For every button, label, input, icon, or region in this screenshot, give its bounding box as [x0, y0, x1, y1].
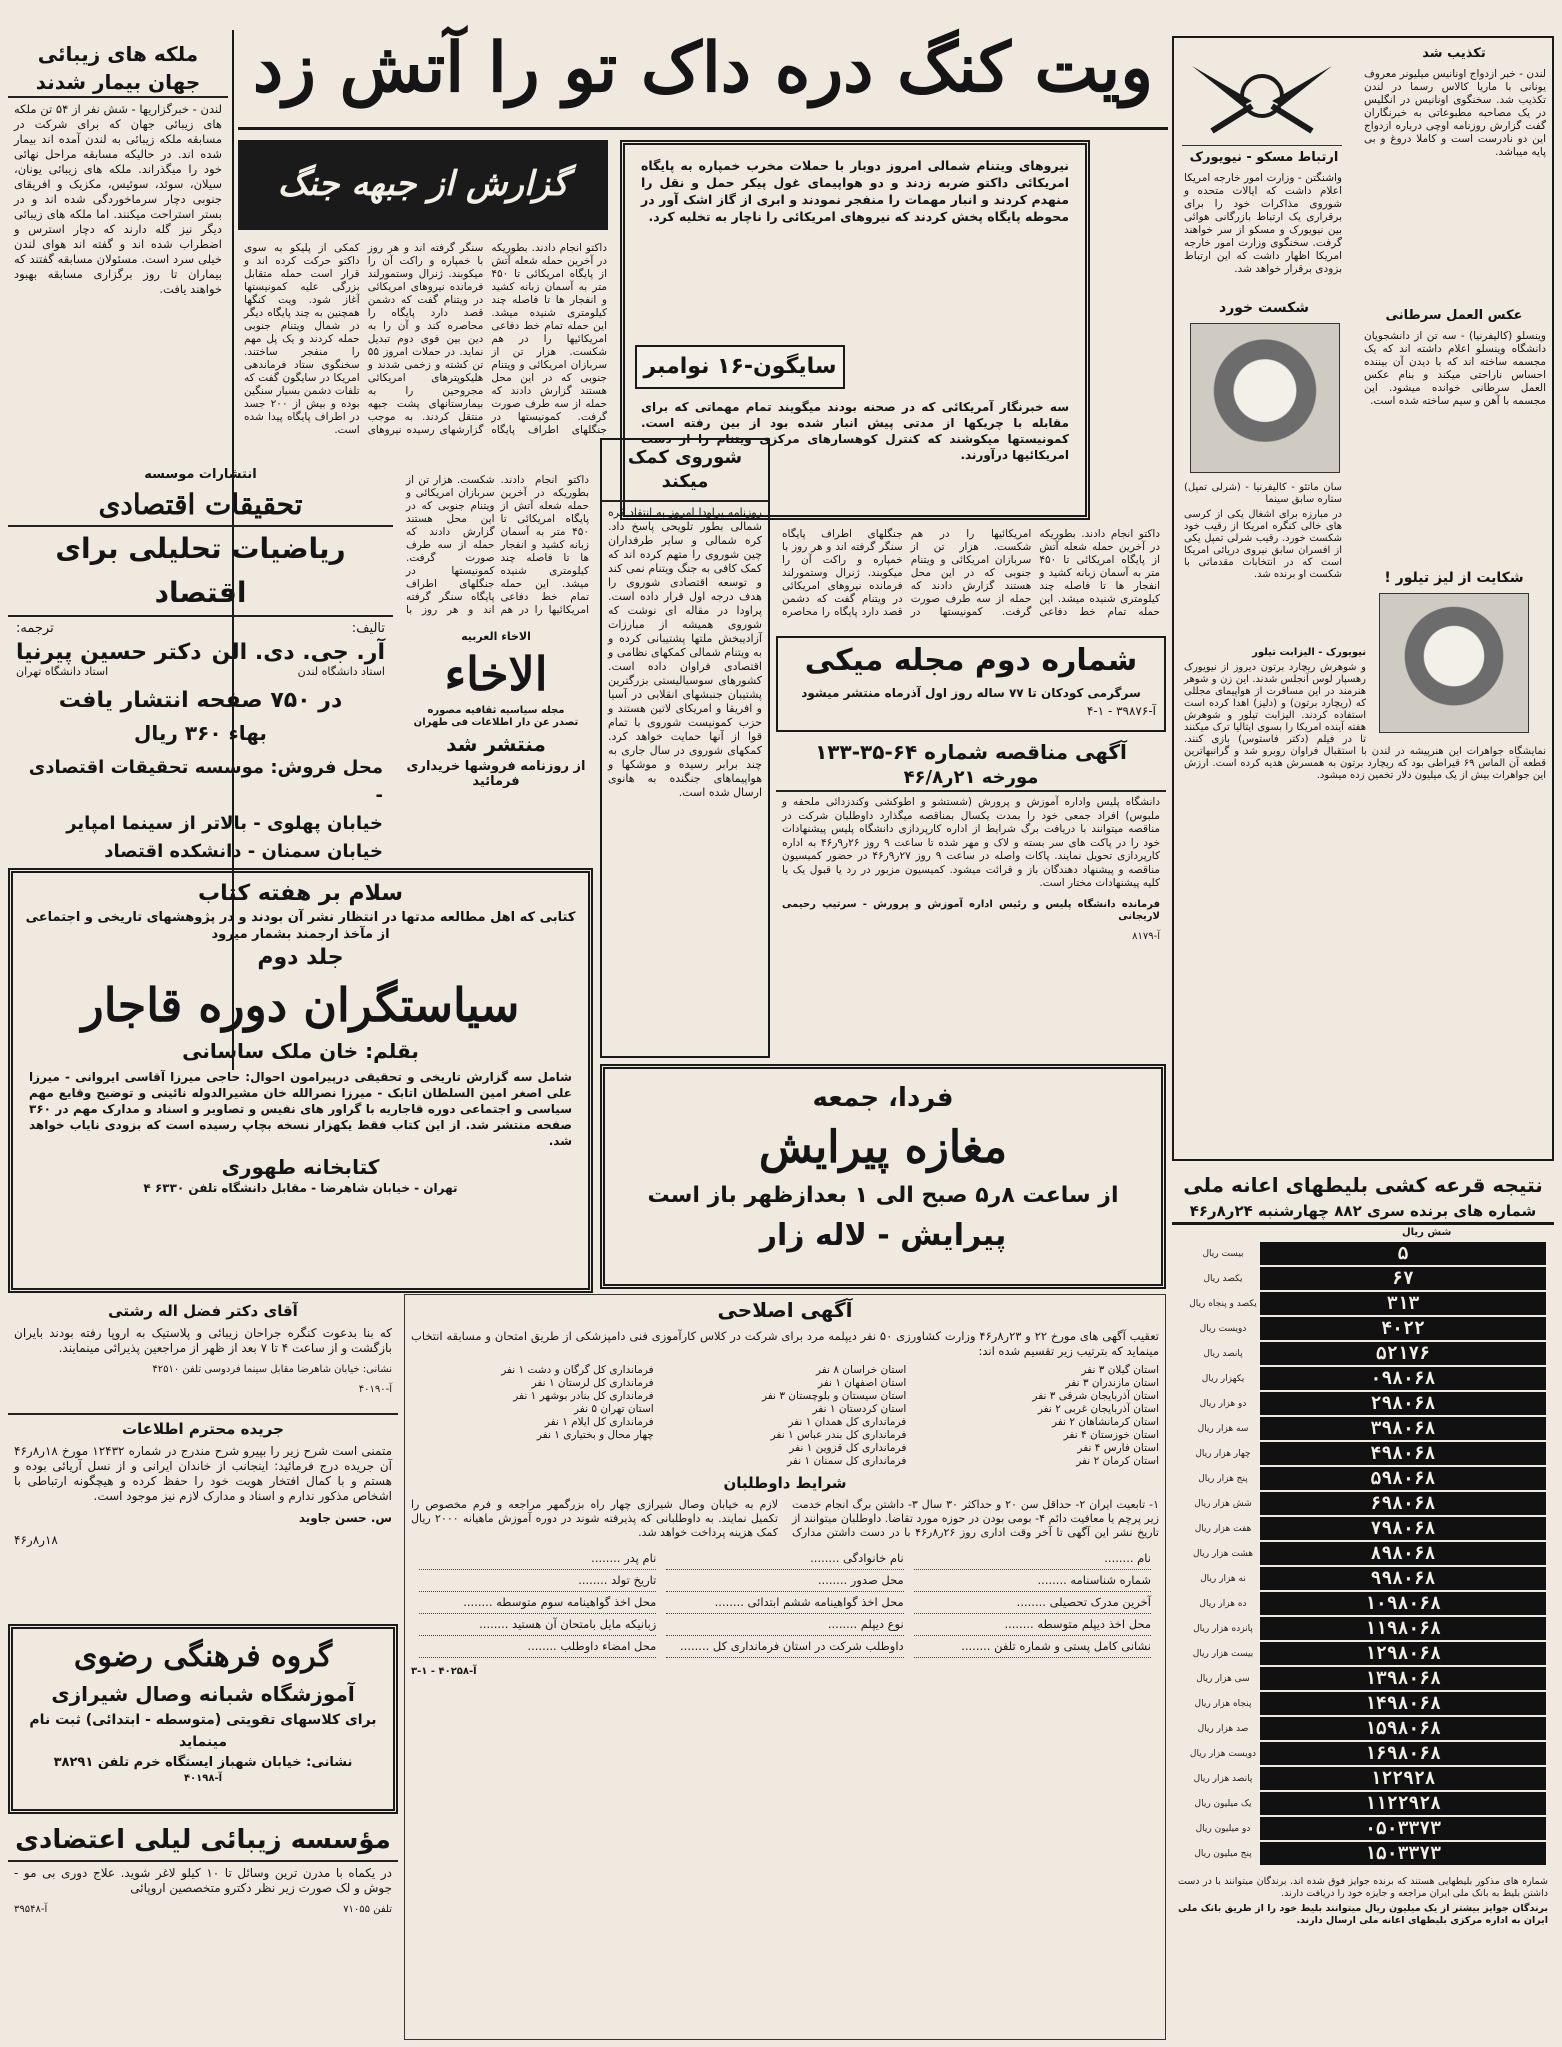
qajar-address: تهران - خیابان شاهرضا - مقابل دانشگاه تلفن ۶۳۳۰ ۴ [143, 1181, 458, 1195]
posting-item: استان تهران ۵ نفر [574, 1403, 654, 1415]
posting-item: فرمانداری کل سمنان ۱ نفر [787, 1455, 907, 1467]
lottery-subtitle: شماره های برنده سری ۸۸۲ چهارشنبه ۲۴ر۸ر۴۶ [1172, 1200, 1554, 1225]
lottery-prize-label: هفت هزار ریال [1194, 1523, 1252, 1534]
razavi-school: آموزشگاه شبانه وصال شیرازی [51, 1682, 355, 1706]
posting-item: فرمانداری کل بندر عباس ۱ نفر [770, 1429, 907, 1441]
lottery-row [1186, 1417, 1546, 1442]
lottery-prize-label: بیست هزار ریال [1192, 1648, 1254, 1659]
lottery-row [1186, 1767, 1546, 1792]
posting-item: استان کرمانشاهان ۲ نفر [1051, 1416, 1159, 1428]
lottery-row [1186, 1817, 1546, 1842]
lottery-number: ۰۹۸۰۶۸ [1260, 1367, 1546, 1390]
lottery-number: ۵۹۸۰۶۸ [1260, 1467, 1546, 1490]
posting-item: فرمانداری کل لرستان ۱ نفر [531, 1377, 654, 1389]
main-headline: ویت کنگ دره داک تو را آتش زد [252, 28, 1154, 108]
tender-body: دانشگاه پلیس واداره آموزش و پرورش (شستشو و اطوکشی وکندزدائی ملحفه و ملبوس) افراد جمعی خود را بمدت یکسال بمناقصه میگذارد داوطلبان شرکت در مناقصه میتوانند با دریافت برگ شرایط از اداره کارپردازی دانشگاه پلیس پیشنهادات خود را در پاکت های سر بسته و لاک و مهر شده تا ساعت ۹ روز ۲۶ر۹ر۴۶ به اداره کارپردازی تحویل نمایند. پاکات واصله در ساعت ۹ روز ۲۷ر۹ر۴۶ در حضور کمیسیون مناقصه و پیشنهاد دهندگان باز و قرائت میشود. کمیسیون مزبور در رد یا قبول یک یا کلیه پیشنهادات مختار است. [782, 796, 1161, 889]
book-sales-1: محل فروش: موسسه تحقیقات اقتصادی - [28, 757, 383, 806]
doctor-address: نشانی: خیابان شاهرضا مقابل سینما فردوسی تلفن ۴۲۵۱۰ [152, 1364, 392, 1375]
lottery-number: ۱۴۹۸۰۶۸ [1260, 1692, 1546, 1715]
lottery-row [1186, 1742, 1546, 1767]
war-report-banner [238, 140, 608, 230]
war-report-body-bottom: داکتو انجام دادند. بطوریکه در آخرین حمله شعله آتش از پایگاه امریکائی تا ۴۵۰ متر به آسمان زبانه کشید و انفجار ها تا فاصله چند کیلومتری شنیده میشد. این حمله تمام خط دفاعی امریکائیها را در هم شکست. هزار تن از سربازان امریکائی و ویتنام جنوبی که در این محل هستند گزارش دادند که حمله از سه طرف صورت گرفت. کمونیستها در جنگلهای اطراف پایگاه سنگر گرفته اند و هر روز با خمپاره و راکت آن را میکوبند. ژنرال وستمورلند فرمانده نیروهای امریکائی در ویتنام گفت که دشمن قصد دارد پایگاه را محاصره [782, 528, 1160, 618]
lottery-row [1186, 1567, 1546, 1592]
book-price: بهاء ۳۶۰ ریال [134, 721, 267, 745]
lottery-prize-label: یکصد و پنجاه ریال [1189, 1298, 1257, 1309]
doctor-title: آقای دکتر فضل اله رشتی [108, 1302, 298, 1320]
lottery-row [1186, 1842, 1546, 1867]
mikey-body: سرگرمی کودکان تا ۷۷ ساله روز اول آذرماه منتشر میشود [801, 686, 1141, 700]
form-field-line: آخرین مدرک تحصیلی ........ [914, 1592, 1151, 1614]
leili-phone: تلفن ۷۱۰۵۵ [343, 1904, 392, 1915]
qajar-book-ad [8, 868, 593, 1293]
qajar-intro: کتابی که اهل مطالعه مدتها در انتظار نشر آن بودند و در پژوهشهای تاریخی و اجتماعی از مآخذ ارجمند بشمار میرود [25, 910, 576, 942]
war-report-banner-text: گزارش از جبهه جنگ [277, 164, 569, 204]
posting-item: فرمانداری کل ایلام ۱ نفر [544, 1416, 654, 1428]
leili-title: مؤسسه زیبائی لیلی اعتضادی [8, 1820, 398, 1862]
posting-item: استان کرمان ۲ نفر [1076, 1455, 1159, 1467]
hotline-title: ارتباط مسکو - نیویورک [1189, 150, 1339, 165]
soviet-help-title: شوروی کمک میکند [602, 440, 768, 502]
lottery-row [1186, 1367, 1546, 1392]
lottery-row [1186, 1667, 1546, 1692]
lottery-number: ۱۵۰۳۳۷۳ [1260, 1842, 1546, 1865]
lottery-prize-label: سی هزار ریال [1196, 1673, 1250, 1684]
lottery-title: نتیجه قرعه کشی بلیطهای اعانه ملی [1183, 1173, 1543, 1197]
lottery-number: ۱۲۹۸۰۶۸ [1260, 1642, 1546, 1665]
qajar-author: بقلم: خان ملک ساسانی [182, 1039, 419, 1063]
lottery-number: ۱۵۹۸۰۶۸ [1260, 1717, 1546, 1740]
war-report-lead: نیروهای ویتنام شمالی امروز دوبار با حملات مخرب خمپاره به پایگاه امریکائی داکتو ضربه زدند و دو هواپیمای غول پیکر حمل و نقل را منهدم کردند و انبار مهمات را منفجر نمودند و ابری از گاز اشک آور در محوطه پایگاه پخش کردند که نیروهای امریکائی را ناچار به تخلیه کرد. [641, 158, 1069, 224]
lottery-notes-text: شماره های مذکور بلیطهایی هستند که برنده جوایز فوق شده اند. برندگان میتوانند با در دست داشتن بلیط به بانک ملی ایران مراجعه و جایزه خود را دریافت دارند. [1178, 1876, 1548, 1899]
hotline-body: واشنگتن - وزارت امور خارجه امریکا اعلام داشت که ایالات متحده و شوروی مذاکرات خود را برای برقراری یک ارتباط بازرگانی هوائی بین نیویورک و مسکو از سر خواهند گرفت. سخنگوی وزارت امور خارجه امریکا اظهار داشت که این ارتباط بزودی برقرار خواهد شد. [1184, 172, 1342, 275]
doctor-notice [8, 1300, 398, 1415]
store-day: فردا، جمعه [812, 1083, 954, 1113]
lottery-number: ۶۹۸۰۶۸ [1260, 1492, 1546, 1515]
razavi-school-ad [8, 1624, 398, 1814]
posting-item: چهار محال و بختیاری ۱ نفر [536, 1429, 654, 1441]
doctor-code: آ-۴۰۱۹۰ [358, 1384, 392, 1395]
store-name: مغازه پیرایش [758, 1122, 1008, 1173]
defeat-title: شکست خورد [1219, 300, 1309, 316]
lottery-prize-label: صد هزار ریال [1197, 1723, 1249, 1734]
book-sales-3: خیابان سمنان - دانشکده اقتصاد [104, 841, 383, 862]
lottery-number: ۷۹۸۰۶۸ [1260, 1517, 1546, 1540]
form-field-line: تاریخ تولد ........ [419, 1570, 656, 1592]
lottery-number: ۱۶۹۸۰۶۸ [1260, 1742, 1546, 1765]
leili-beauty-ad [8, 1820, 398, 2040]
posting-item: استان مازندران ۳ نفر [1065, 1377, 1159, 1389]
posting-item: استان فارس ۴ نفر [1077, 1442, 1159, 1454]
lottery-number: ۵ [1260, 1242, 1546, 1265]
posting-item: استان کردستان ۱ نفر [812, 1403, 907, 1415]
qajar-title: سیاستگران دوره قاجار [81, 978, 520, 1032]
denied-title: تکذیب شد [1422, 46, 1486, 61]
lottery-row [1186, 1517, 1546, 1542]
lottery-row [1186, 1392, 1546, 1417]
war-report-body-top: داکتو انجام دادند. بطوریکه در آخرین حمله شعله آتش از پایگاه امریکائی تا ۴۵۰ متر به آسمان زبانه کشید و انفجار ها تا فاصله چند کیلومتری شنیده میشد. این حمله تمام خط دفاعی امریکائیها را در هم شکست. هزار تن از سربازان امریکائی و ویتنام جنوبی که در این محل هستند گزارش دادند که حمله از سه طرف صورت گرفت. کمونیستها در جنگلهای اطراف پایگاه سنگر گرفته اند و هر روز با خمپاره و راکت آن را میکوبند. ژنرال وستمورلند فرمانده نیروهای امریکائی در ویتنام گفت که دشمن قصد دارد پایگاه را محاصره کند و آن را به دین بین فوی دوم تبدیل نماید. در حملات امروز ۵۵ تن کشته و زخمی شدند و هلیکوپترهای امریکائی مجروحین را به بیمارستانهای پشت جبهه منتقل کردند. به موجب گزارشهای رسیده نیروهای کمکی از پلیکو به سوی داکتو حرکت کرده اند و قرار است حمله متقابل بزرگی علیه کمونیستها آغاز شود. ویت کنگها همچنین به چند پایگاه دیگر در شمال ویتنام جنوبی حمله کردند و یک پل مهم را منفجر ساختند. سخنگوی ستاد فرماندهی امریکا در سایگون گفت که تلفات دشمن بسیار سنگین بوده و بیش از ۲۰۰ جسد در اطراف پایگاه پیدا شده است. [244, 242, 607, 436]
shirley-temple-article [1178, 478, 1348, 638]
lottery-number: ۳۱۳ [1260, 1292, 1546, 1315]
book-pages: در ۷۵۰ صفحه انتشار یافت [58, 688, 343, 713]
lottery-number: ۰۵۰۳۳۷۳ [1260, 1817, 1546, 1840]
razavi-address: نشانی: خیابان شهباز ایستگاه خرم تلفن ۳۸۲۹۱ [53, 1755, 353, 1770]
lottery-number: ۸۹۸۰۶۸ [1260, 1542, 1546, 1565]
war-report-dateline: سایگون-۱۶ نوامبر [643, 354, 837, 379]
lottery-prize-label: ده هزار ریال [1199, 1598, 1247, 1609]
lottery-row [1186, 1642, 1546, 1667]
razavi-body: برای کلاسهای تقویتی (متوسطه - ابتدائی) ثبت نام مینماید [29, 1712, 377, 1750]
form-field-line: محل اخذ دیپلم متوسطه ........ [914, 1614, 1151, 1636]
lottery-prize-label: چهار هزار ریال [1195, 1448, 1251, 1459]
notice-title: جریده محترم اطلاعات [122, 1420, 284, 1438]
book-publisher: انتشارات موسسه [144, 467, 257, 482]
tender-sign: فرمانده دانشگاه پلیس و رئیس اداره آموزش و پرورش - سرتیپ رحیمی لاریجانی [782, 898, 1160, 922]
notice-body: متمنی است شرح زیر را بپیرو شرح مندرج در شماره ۱۲۴۳۲ مورخ ۱۸ر۸ر۴۶ آن جریده درج فرمائید: اینجانب از خاندان ایرانی و از نسل آریائی بوده و هستم و با کمال افتخار هویت خود را حفظ کرده و هیچگونه ارتباطی با اشخاص مذکور ندارم و اسناد و مدارک لازم نیز موجود است. [14, 1444, 392, 1503]
war-report-body-left: داکتو انجام دادند. بطوریکه در آخرین حمله شعله آتش از پایگاه امریکائی تا ۴۵۰ متر به آسمان زبانه کشید و انفجار ها تا فاصله چند کیلومتری شنیده میشد. این حمله تمام خط دفاعی امریکائیها را در هم شکست. هزار تن از سربازان امریکائی و ویتنام جنوبی که در این محل هستند گزارش دادند که حمله از سه طرف صورت گرفت. کمونیستها در جنگلهای اطراف پایگاه سنگر گرفته اند و هر روز با [406, 474, 589, 616]
lottery-row [1186, 1692, 1546, 1717]
lottery-prize-label: پانصد هزار ریال [1193, 1773, 1253, 1784]
main-headline-area [238, 18, 1168, 130]
tender-code: آ-۸۱۷۹ [1132, 930, 1160, 942]
lottery-row [1186, 1792, 1546, 1817]
lottery-row [1186, 1492, 1546, 1517]
razavi-title: گروه فرهنگی رضوی [73, 1639, 333, 1674]
shirley-temple-photo [1190, 323, 1340, 473]
lottery-prize-label: پانصد ریال [1203, 1348, 1243, 1359]
lottery-footer: برندگان جوایز بیشتر از یک میلیون ریال میتوانند بلیط خود را از طریق بانک ملی ایران به اداره مرکزی بلیطهای اعانه ملی ارسال دارند. [1178, 1903, 1548, 1926]
lottery-prize-label: دویست ریال [1199, 1323, 1247, 1334]
sculpture-title: عکس العمل سرطانی [1385, 308, 1523, 323]
sculpture-body: وینسلو (کالیفرنیا) - سه تن از دانشجویان دانشگاه وینسلو اعلام داشته اند که یک مجسمه ساخته اند که با دیدن آن بیننده احساس ناراحتی میکند و بنام عکس العمل سرطانی خوانده میشود. این مجسمه با آهن و سیم ساخته شده است. [1364, 330, 1546, 407]
lottery-prize-label: یک میلیون ریال [1194, 1798, 1252, 1809]
form-field-line: محل اخذ گواهینامه سوم متوسطه ........ [419, 1592, 656, 1614]
lottery-number: ۱۱۲۲۹۲۸ [1260, 1792, 1546, 1815]
lottery-number: ۴۹۸۰۶۸ [1260, 1442, 1546, 1465]
posting-item: فرمانداری کل بنادر بوشهر ۱ نفر [513, 1390, 654, 1402]
lottery-row [1186, 1592, 1546, 1617]
lottery-prize-label: یکصد ریال [1203, 1273, 1243, 1284]
lottery-row [1186, 1267, 1546, 1292]
form-field-line: محل امضاء داوطلب ........ [419, 1636, 656, 1658]
lottery-header-label: شش ریال [1402, 1227, 1452, 1238]
lottery-prize-label: پانزده هزار ریال [1193, 1623, 1253, 1634]
lottery-row [1186, 1317, 1546, 1342]
posting-item: استان خوزستان ۴ نفر [1063, 1429, 1159, 1441]
beauty-queens-article [8, 40, 228, 460]
temple-body: در مبارزه برای اشغال یکی از کرسی های خالی کنگره امریکا از رقیب خود شکست خورد. رقیب شرلی تمپل یکی از افسران سابق نیروی دریائی امریکا است که در انتخابات مقدماتی با شکست او برنده شد. [1184, 509, 1342, 580]
form-field-line: نام خانوادگی ........ [666, 1548, 903, 1570]
lottery-number: ۳۹۸۰۶۸ [1260, 1417, 1546, 1440]
book-translator: دکتر حسین پیرنیا [16, 640, 202, 665]
lottery-table [1186, 1242, 1546, 1872]
form-field-line: محل اخذ گواهینامه ششم ابتدائی ........ [666, 1592, 903, 1614]
akhaa-label: الاخاء العربیه [461, 630, 531, 643]
book-author-note: استاد دانشگاه لندن [297, 665, 385, 678]
razavi-code: آ-۴۰۱۹۸ [183, 1773, 223, 1784]
lottery-prize-label: پنجاه هزار ریال [1194, 1698, 1252, 1709]
lottery-prize-label: سه هزار ریال [1197, 1423, 1249, 1434]
lottery-prize-label: نه هزار ریال [1200, 1573, 1246, 1584]
qajar-desc: شامل سه گزارش تاریخی و تحقیقی درپیرامون احوال: حاجی میرزا آقاسی ایروانی - میرزا علی اصغر امین السلطان اتابک - میرزا نصرالله خان مشیرالدوله نائینی و توضیح وقایع مهم سیاسی و اجتماعی دوره قاجاریه با گراور های نفیس و تصاویر و اسناد و مدارک مهم در ۳۶۰ صفحه منتشر شد. از این کتاب فقط یکهزار نسخه بچاپ رسیده است که بزودی نایاب خواهد شد. [29, 1070, 572, 1148]
posting-item: استان آذربایجان غربی ۲ نفر [1037, 1403, 1159, 1415]
war-report-lead2: سه خبرنگار آمریکائی که در صحنه بودند میگویند تمام مهماتی که برای مقابله با چریکها از مدتی پیش انبار شده بود از بین رفته است. کمونیستها میکوشند که کنترل کوهسارهای مرکزی ویتنام را از دست امریکائیها درآورند. [641, 400, 1069, 462]
correction-title: آگهی اصلاحی [717, 1298, 853, 1322]
soviet-help-body: روزنامه پراودا امروز به انتقاد کره شمالی بطور تلویحی پاسخ داد. کره شمالی و سایر طرفداران چین شوروی را متهم کرده اند که کمک کافی به جنگ ویتنام نمی کند و توسعه اقتصادی شوروی را هدف درجه اول قرار داده است. پراودا در مقاله ای نوشت که شوروی همیشه از مبارزات آزادیبخش ملتها پشتیبانی کرده و به ویتنام شمالی کمکهای نظامی و اقتصادی فراوان داده است. کشورهای سوسیالیستی بزرگترین پشتیبان جنبشهای انقلابی در آسیا و افریقا و امریکای لاتین هستند و حزب کمونیست شوروی با تمام قوا از آنها حمایت خواهد کرد. کمکهای شوروی در سال جاری به چند برابر رسیده و موشکها و هواپیماهای جنگنده به هانوی ارسال شده است. [608, 506, 762, 799]
conditions-body: ۱- تابعیت ایران ۲- حداقل سن ۲۰ و حداکثر ۳۰ سال ۳- داشتن برگ انجام خدمت زیر پرچم یا معافیت دائم ۴- بومی بودن در حوزه مورد تقاضا. داوطلبان میتوانند از تاریخ نشر این آگهی تا آخر وقت اداری روز ۲۶ر۸ر۴۶ با در دست داشتن مدارک لازم به خیابان وصال شیرازی چهار راه بزرگمهر مراجعه و فرم مخصوص را تکمیل نمایند. به داوطلبانی که پذیرفته شوند در دوره آموزش ماهیانه ۲۰۰۰ ریال کمک هزینه پرداخت خواهد شد. [411, 1498, 1160, 1539]
lottery-row [1186, 1342, 1546, 1367]
akhaa-sub1: مجله سیاسیه ثقافیه مصوره [427, 705, 565, 716]
lottery-number: ۱۰۹۸۰۶۸ [1260, 1592, 1546, 1615]
form-field-line: محل صدور ........ [666, 1570, 903, 1592]
leili-body: در یکماه با مدرن ترین وسائل تا ۱۰ کیلو لاغر شوید. علاج دوری بی مو - جوش و لک صورت زیر نظر دکترو متخصصین اروپائی [14, 1866, 392, 1895]
leili-code: آ-۳۹۵۴۸ [14, 1904, 48, 1915]
posting-item: استان اصفهان ۱ نفر [817, 1377, 907, 1389]
lottery-prize-label: بیست ریال [1202, 1248, 1244, 1259]
winged-emblem-icon [1182, 46, 1342, 146]
posting-item: فرمانداری کل همدان ۱ نفر [788, 1416, 907, 1428]
postings-list [405, 1362, 1165, 1470]
lottery-number: ۹۹۸۰۶۸ [1260, 1567, 1546, 1590]
form-field-line: داوطلب شرکت در استان فرمانداری کل ........ [666, 1636, 903, 1658]
lottery-number: ۶۷ [1260, 1267, 1546, 1290]
akhaa-ad [400, 630, 592, 860]
lottery-row [1186, 1467, 1546, 1492]
lottery-prize-label: شش هزار ریال [1194, 1498, 1252, 1509]
lottery-prize-label: هشت هزار ریال [1192, 1548, 1254, 1559]
akhaa-title: الاخاء [444, 647, 548, 701]
lottery-row [1186, 1717, 1546, 1742]
form-field-line: نشانی کامل پستی و شماره تلفن ........ [914, 1636, 1151, 1658]
photo2-caption: نیویورک - الیزابت تیلور [1252, 647, 1366, 658]
akhaa-buy: از روزنامه فروشها خریداری فرمائید [406, 759, 586, 789]
lottery-row [1186, 1442, 1546, 1467]
lottery-number: ۴۰۲۲ [1260, 1317, 1546, 1340]
taylor-title: شکایت از لیز تیلور ! [1384, 570, 1524, 586]
application-form [405, 1544, 1165, 1662]
book-title: ریاضیات تحلیلی برای اقتصاد [8, 525, 393, 617]
lottery-prize-label: دو میلیون ریال [1195, 1823, 1251, 1834]
tender-title: آگهی مناقصه شماره ۶۴-۳۵-۱۳۳ [815, 740, 1127, 764]
store-sign: پیرایش - لاله زار [759, 1218, 1007, 1253]
lottery-prize-label: دویست هزار ریال [1189, 1748, 1257, 1759]
correction-ad [404, 1294, 1166, 2040]
soviet-help-box [600, 438, 770, 1058]
posting-item: استان آذربایجان شرقی ۳ نفر [1032, 1390, 1159, 1402]
akhaa-published: منتشر شد [446, 732, 546, 756]
doctor-body: که بنا بدعوت کنگره جراحان زیبائی و پلاستیک به اروپا رفته بودند بایران بازگشت و از ساعت ۴ تا ۷ بعد از ظهر از مراجعین پذیرائی مینمایند. [14, 1326, 392, 1355]
lottery-number: ۱۳۹۸۰۶۸ [1260, 1667, 1546, 1690]
qajar-volume: جلد دوم [257, 945, 344, 970]
newspaper-notice [8, 1418, 398, 1618]
akhaa-sub2: تصدر عن دار اطلاعات فی طهران [413, 717, 579, 728]
posting-item: استان گیلان ۳ نفر [1081, 1364, 1159, 1376]
book-ad-economics [8, 465, 393, 865]
book-author: آر. جی. دی. الن [211, 640, 385, 665]
denied-body: لندن - خبر ازدواج اونانیس میلیونر معروف یونانی با ماریا کالاس رسما در لندن تکذیب شد. سخنگوی اونانیس در انگلیس در یک مصاحبه مطبوعاتی به خبرنگاران گفت گزارش روزنامه اوچی درباره ازدواج این دو نادرست است و کاملا دروغ و بی پایه میباشد. [1364, 68, 1546, 158]
lottery-notes [1172, 1872, 1554, 2042]
right-news-column [1172, 36, 1554, 1161]
lottery-number: ۵۲۱۷۶ [1260, 1342, 1546, 1365]
tender-date: مورخه ۲۱ر۴۶/۸ [776, 766, 1166, 792]
store-hours: از ساعت ۸ر۵ صبح الی ۱ بعدازظهر باز است [647, 1183, 1119, 1208]
lottery-row [1186, 1542, 1546, 1567]
qajar-shop: کتابخانه طهوری [221, 1155, 380, 1179]
lottery-row [1186, 1292, 1546, 1317]
taylor-body: و شوهرش ریچارد برتون دیروز از نیویورک رهسپار لوس آنجلس شدند. این زن و شوهر هنرمند در این مسافرت از هواپیمای مجللی که (ریچارد برتون) و (دلیز) اهدا کرده است استفاده کردند. الیزابت تیلور و شوهرش هفته آینده امریکا را بسوی ایتالیا ترک میکنند تا در فیلم (دکتر فاستوس) بازی کنند. نمایشگاه جواهرات این هنرپیشه در لندن با استقبال فراوان روبرو شد و گرانبهاترین قطعه آن الماس ۶۹ قیراطی بود که ریچارد برتون به همسرش هدیه کرده است. ارزش این جواهرات بیش از یک میلیون دلار تخمین زده میشود. [1184, 662, 1547, 781]
correction-body: تعقیب آگهی های مورخ ۲۲ و ۲۳ر۸ر۴۶ وزارت کشاورزی ۵۰ نفر دیپلمه مرد برای شرکت در کلاس کارآموزی فنی دامپزشکی از طریق امتحان و مسابقه انتخاب مینماید که بترتیب زیر تقسیم شده اند: [411, 1329, 1159, 1358]
mikey-ad [776, 636, 1166, 732]
posting-item: فرمانداری کل گرگان و دشت ۱ نفر [501, 1364, 654, 1376]
qajar-greeting: سلام بر هفته کتاب [198, 881, 403, 906]
lottery-prize-label: پنج هزار ریال [1198, 1473, 1248, 1484]
form-field-line: نام ........ [914, 1548, 1151, 1570]
posting-item: استان سیستان و بلوچستان ۳ نفر [761, 1390, 907, 1402]
mikey-title: شماره دوم مجله میکی [804, 643, 1138, 678]
lottery-number: ۲۹۸۰۶۸ [1260, 1392, 1546, 1415]
notice-date: ۱۸ر۸ر۴۶ [14, 1532, 58, 1547]
beauty-queens-title: ملکه های زیبائی جهان بیمار شدند [8, 40, 228, 98]
mikey-code: آ-۳۹۸۷۶ - ۱-۴ [1086, 704, 1156, 718]
book-sales-2: خیابان پهلوی - بالاتر از سینما امپایر [66, 813, 383, 834]
lottery-row [1186, 1242, 1546, 1267]
posting-item: استان خراسان ۸ نفر [815, 1364, 907, 1376]
pirayesh-store-ad [600, 1064, 1166, 1289]
book-series: تحقیقات اقتصادی [98, 488, 303, 521]
book-translator-label: ترجمه: [16, 621, 54, 636]
emblem-area [1182, 46, 1342, 146]
correction-code: آ-۴۰۲۵۸ - ۱-۳ [411, 1666, 477, 1677]
conditions-title: شرایط داوطلبان [723, 1474, 847, 1492]
tender-ad [776, 738, 1166, 1058]
lottery-number: ۱۲۲۹۲۸ [1260, 1767, 1546, 1790]
form-field-line: زبانیکه مایل بامتحان آن هستید ........ [419, 1614, 656, 1636]
lottery-number: ۱۱۹۸۰۶۸ [1260, 1617, 1546, 1640]
lottery-prize-label: دو هزار ریال [1199, 1398, 1247, 1409]
notice-sign: س. حسن جاوید [298, 1511, 392, 1525]
form-field-line: نوع دیپلم ........ [666, 1614, 903, 1636]
taylor-article [1178, 643, 1552, 1153]
lottery-row [1186, 1617, 1546, 1642]
lottery-prize-label: پنج میلیون ریال [1194, 1848, 1252, 1859]
book-translator-note: استاد دانشگاه تهران [16, 665, 109, 678]
beauty-queens-body: لندن - خبرگزاریها - شش نفر از ۵۴ تن ملکه های زیبائی جهان که برای شرکت در مسابقه ملکه زیبائی به لندن آمده اند بیمار شده اند. در حالیکه مسابقه مراحل نهائی خود را میگذراند. ملکه های زیبائی یونان، سیلان، سوئد، سوئیس، مکزیک و افریقای جنوبی دچار سرماخوردگی شده اند و در بستر استراحت میکنند. اما ملکه های زیبائی دیگر نیز گله دارند که دچار استرس و اضطراب شده اند و گفته اند هوای لندن خیلی سرد است. مسئولان مسابقه گفتند که بیماران تا روز برگزاری مسابقه بهبود خواهند یافت. [14, 102, 222, 296]
photo1-caption: سان ماتئو - کالیفرنیا - (شرلی تمپل) ستاره سابق سینما [1184, 482, 1342, 505]
lottery-prize-label: یکهزار ریال [1201, 1373, 1245, 1384]
dateline-box [635, 345, 845, 389]
form-field-line: شماره شناسنامه ........ [914, 1570, 1151, 1592]
form-field-line: نام پدر ........ [419, 1548, 656, 1570]
book-author-label: تالیف: [351, 621, 385, 636]
posting-item: فرمانداری کل قزوین ۱ نفر [789, 1442, 907, 1454]
